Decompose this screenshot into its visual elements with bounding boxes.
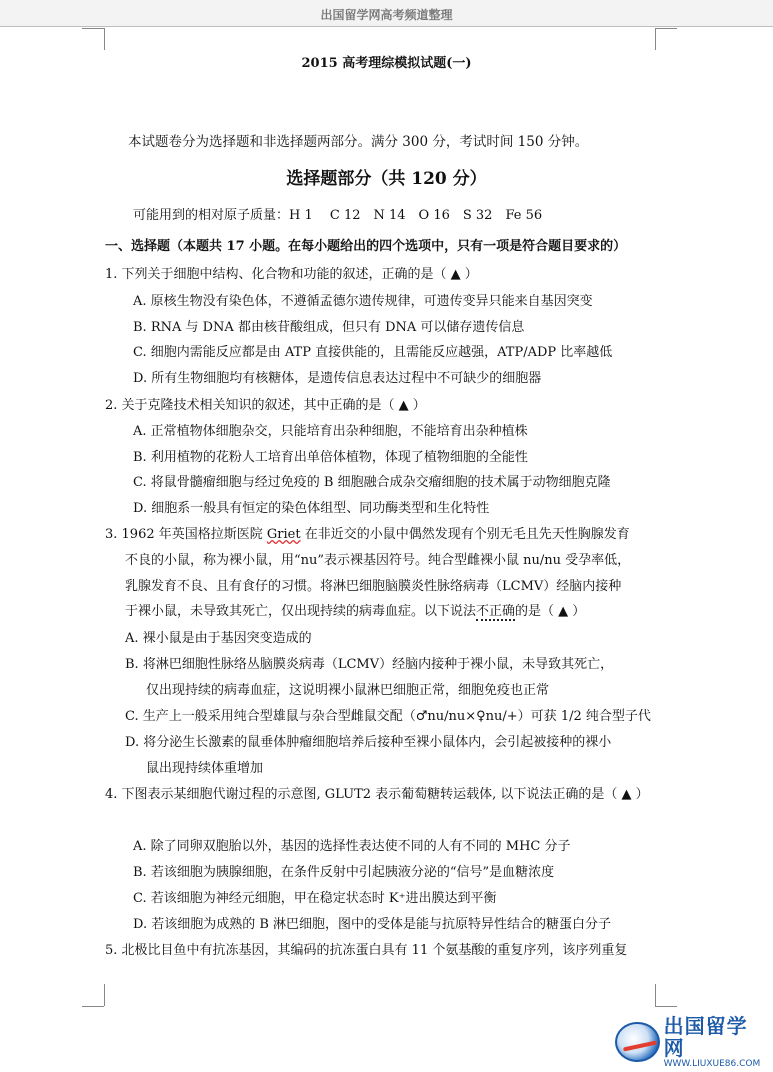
q2-stem: 2. 关于克隆技术相关知识的叙述，其中正确的是（ ▲ ）: [105, 398, 426, 413]
q4-option-a: A. 除了同卵双胞胎以外，基因的选择性表达使不同的人有不同的 MHC 分子: [133, 839, 571, 854]
q3-option-d-line-1: D. 将分泌生长激素的鼠垂体肿瘤细胞培养后接种至裸小鼠体内，会引起被接种的裸小: [125, 735, 612, 750]
q5-stem: 5. 北极比目鱼中有抗冻基因，其编码的抗冻蛋白具有 11 个氨基酸的重复序列，该序列重复: [105, 943, 628, 958]
q1-option-a: A. 原核生物没有染色体，不遵循孟德尔遗传规律，可遗传变异只能来自基因突变: [133, 294, 593, 309]
q3-option-b-line-1: B. 将淋巴细胞性脉络丛脑膜炎病毒（LCMV）经脑内接种于裸小鼠，未导致其死亡，: [125, 657, 614, 672]
section-1-title: 一、选择题（本题共 17 小题。在每小题给出的四个选项中，只有一项是符合题目要求的）: [105, 239, 627, 254]
q3-line4-emphasis: 不正确: [476, 604, 516, 619]
q3-stem: [105, 523, 630, 542]
q3-stem-pre: 3. 1962 年英国格拉斯医院: [105, 527, 267, 542]
q4-option-b: B. 若该细胞为胰腺细胞，在条件反射中引起胰液分泌的“信号”是血糖浓度: [133, 865, 555, 880]
q1-option-c: C. 细胞内需能反应都是由 ATP 直接供能的，且需能反应越强，ATP/ADP 比率越低: [133, 345, 613, 360]
q3-option-b-line-2: 仅出现持续的病毒血症，这说明裸小鼠淋巴细胞正常，细胞免疫也正常: [146, 683, 550, 698]
crop-mark-bottom-left-h: [82, 1006, 104, 1007]
q2-option-c: C. 将鼠骨髓瘤细胞与经过免疫的 B 细胞融合成杂交瘤细胞的技术属于动物细胞克隆: [133, 475, 611, 490]
q1-stem: 1. 下列关于细胞中结构、化合物和功能的叙述，正确的是（ ▲ ）: [105, 267, 478, 282]
crop-mark-top-left-v: [104, 28, 105, 50]
q3-option-c: C. 生产上一般采用纯合型雄鼠与杂合型雌鼠交配（♂nu/nu×♀nu/+）可获 1/2 纯合型子代: [125, 709, 651, 724]
q3-stem-name: Griet: [266, 527, 301, 542]
atomic-masses: 可能用到的相对原子质量：H 1 C 12 N 14 O 16 S 32 Fe 56: [133, 208, 543, 223]
crop-mark-bottom-left-v: [104, 984, 105, 1006]
section-title: 选择题部分（共 120 分）: [286, 169, 487, 189]
page-header-bar: [0, 0, 773, 27]
q3-stem-line-4: [125, 600, 585, 619]
watermark-logo: [615, 1014, 765, 1069]
header-source-text: 出国留学网高考频道整理: [320, 8, 453, 22]
q2-option-d: D. 细胞系一般具有恒定的染色体组型、同功酶类型和生化特性: [133, 501, 490, 516]
watermark-url: WWW.LIUXUE86.COM: [663, 1059, 761, 1069]
q3-stem-line-2: 不良的小鼠，称为裸小鼠，用“nu”表示裸基因符号。纯合型雌裸小鼠 nu/nu 受孕率低，: [125, 553, 631, 568]
exam-intro: 本试题卷分为选择题和非选择题两部分。满分 300 分，考试时间 150 分钟。: [128, 134, 589, 150]
document-title: 2015 高考理综模拟试题(一): [301, 56, 472, 71]
crop-mark-top-right-h: [655, 28, 677, 29]
q4-option-c: C. 若该细胞为神经元细胞，甲在稳定状态时 K⁺进出膜达到平衡: [133, 891, 497, 906]
globe-logo-icon: [615, 1022, 660, 1062]
q4-stem: 4. 下图表示某细胞代谢过程的示意图, GLUT2 表示葡萄糖转运载体, 以下说法正确的是（ ▲ ）: [105, 787, 649, 802]
crop-mark-top-right-v: [655, 28, 656, 50]
q4-option-d: D. 若该细胞为成熟的 B 淋巴细胞，图中的受体是能与抗原特异性结合的糖蛋白分子: [133, 917, 612, 932]
q3-line4-pre: 于裸小鼠，未导致其死亡，仅出现持续的病毒血症。以下说法: [125, 604, 477, 619]
watermark-text: [664, 1015, 765, 1069]
q1-option-d: D. 所有生物细胞均有核糖体，是遗传信息表达过程中不可缺少的细胞器: [133, 371, 542, 386]
watermark-site-name: 出国留学网: [663, 1014, 748, 1060]
q3-option-a: A. 裸小鼠是由于基因突变造成的: [125, 631, 312, 646]
q2-option-b: B. 利用植物的花粉人工培育出单倍体植物，体现了植物细胞的全能性: [133, 450, 528, 465]
q3-stem-post: 在非近交的小鼠中偶然发现有个别无毛且先天性胸腺发育: [300, 527, 630, 542]
q1-option-b: B. RNA 与 DNA 都由核苷酸组成，但只有 DNA 可以储存遗传信息: [133, 320, 525, 335]
q2-option-a: A. 正常植物体细胞杂交，只能培育出杂种细胞，不能培育出杂种植株: [133, 424, 528, 439]
crop-mark-top-left-h: [82, 28, 104, 29]
crop-mark-bottom-right-h: [655, 1006, 677, 1007]
crop-mark-bottom-right-v: [655, 984, 656, 1006]
q3-line4-post: 的是（ ▲ ）: [515, 604, 586, 619]
q3-option-d-line-2: 鼠出现持续体重增加: [146, 761, 264, 776]
q3-stem-line-3: 乳腺发育不良、且有食仔的习惯。将淋巴细胞脑膜炎性脉络病毒（LCMV）经脑内接种: [125, 579, 622, 594]
